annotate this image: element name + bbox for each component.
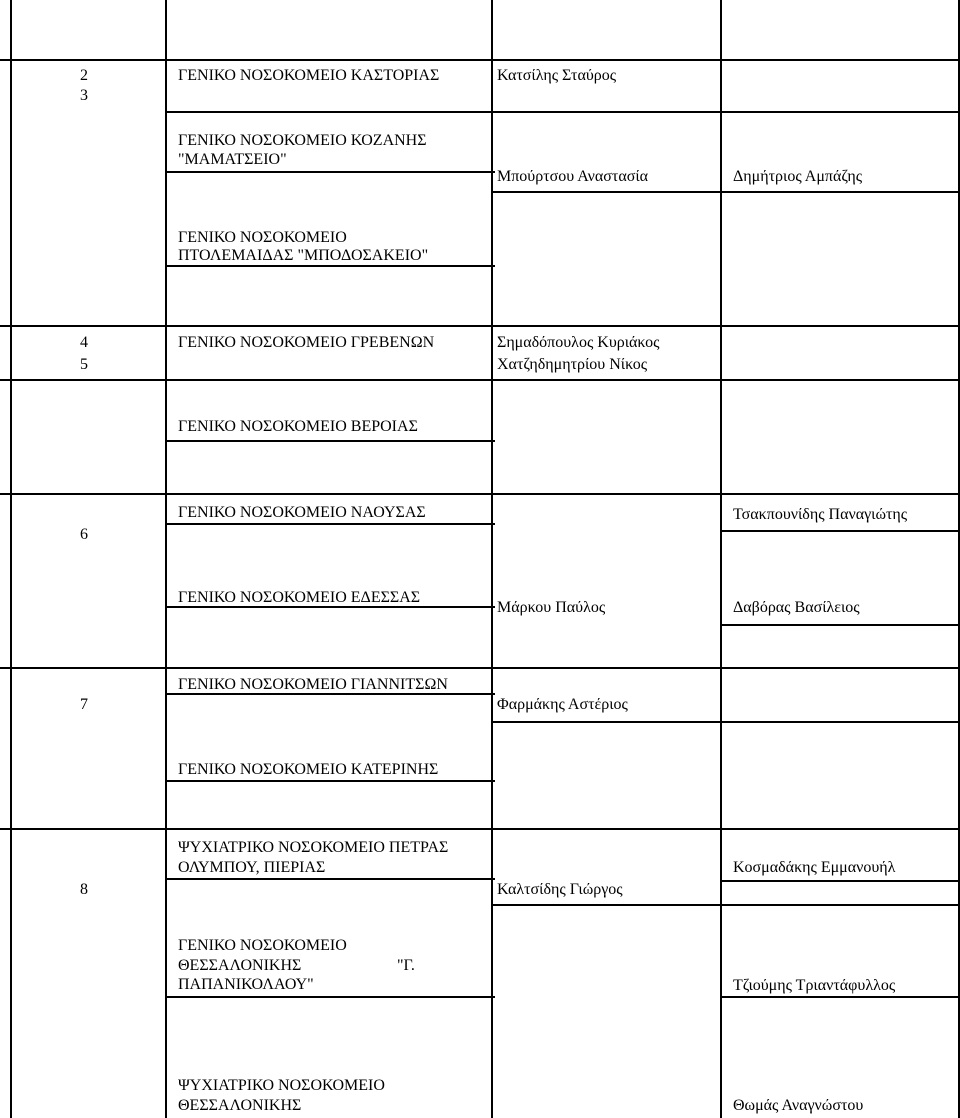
- hospital-name: ΓΕΝΙΚΟ ΝΟΣΟΚΟΜΕΙΟ ΕΔΕΣΣΑΣ: [178, 589, 421, 606]
- row-rule: [720, 996, 960, 998]
- hospital-name-line: ΟΛΥΜΠΟΥ, ΠΙΕΡΙΑΣ: [178, 859, 326, 876]
- hospital-name: ΓΕΝΙΚΟ ΝΟΣΟΚΟΜΕΙΟ ΚΑΣΤΟΡΙΑΣ: [178, 67, 440, 84]
- deputy-name: Δαβόρας Βασίλειος: [733, 599, 860, 616]
- hospital-name-line: ΘΕΣΣΑΛΟΝΙΚΗΣ: [178, 957, 302, 974]
- row-rule: [0, 325, 960, 327]
- row-number: 2: [80, 67, 88, 84]
- hospital-name: ΓΕΝΙΚΟ ΝΟΣΟΚΟΜΕΙΟ ΓΙΑΝΝΙΤΣΩΝ: [178, 676, 448, 693]
- row-rule: [165, 111, 960, 113]
- hospital-name: ΓΕΝΙΚΟ ΝΟΣΟΚΟΜΕΙΟ ΚΑΤΕΡΙΝΗΣ: [178, 761, 439, 778]
- hospital-name: ΓΕΝΙΚΟ ΝΟΣΟΚΟΜΕΙΟ ΒΕΡΟΙΑΣ: [178, 418, 418, 435]
- row-rule: [165, 780, 495, 782]
- hospital-name-line: ΠΤΟΛΕΜΑΙΔΑΣ "ΜΠΟΔΟΣΑΚΕΙΟ": [178, 247, 429, 264]
- deputy-name: Τσακπουνίδης Παναγιώτης: [733, 506, 908, 523]
- hospital-name: ΓΕΝΙΚΟ ΝΟΣΟΚΟΜΕΙΟ ΝΑΟΥΣΑΣ: [178, 504, 426, 521]
- deputy-name: Θωμάς Αναγνώστου: [733, 1097, 864, 1114]
- column-rule-4: [720, 0, 722, 1118]
- row-number: 5: [80, 356, 88, 373]
- hospital-name-line: "Γ.: [397, 957, 415, 974]
- column-rule-2: [165, 0, 167, 1118]
- row-rule: [165, 440, 495, 442]
- row-rule: [720, 530, 960, 532]
- row-rule: [0, 379, 960, 381]
- hospital-name-line: ΨΥΧΙΑΤΡΙΚΟ ΝΟΣΟΚΟΜΕΙΟ ΠΕΤΡΑΣ: [178, 839, 449, 856]
- hospital-name-line: ΓΕΝΙΚΟ ΝΟΣΟΚΟΜΕΙΟ: [178, 937, 347, 954]
- row-rule: [720, 624, 960, 626]
- director-name: Μπούρτσου Αναστασία: [497, 168, 649, 185]
- hospital-name-line: ΘΕΣΣΑΛΟΝΙΚΗΣ: [178, 1097, 302, 1114]
- row-rule: [0, 828, 960, 830]
- hospital-name-line: ΓΕΝΙΚΟ ΝΟΣΟΚΟΜΕΙΟ: [178, 229, 347, 246]
- row-number: 7: [80, 696, 88, 713]
- row-rule: [165, 523, 495, 525]
- hospital-name-line: ΨΥΧΙΑΤΡΙΚΟ ΝΟΣΟΚΟΜΕΙΟ: [178, 1077, 385, 1094]
- hospital-name: ΓΕΝΙΚΟ ΝΟΣΟΚΟΜΕΙΟ ΓΡΕΒΕΝΩΝ: [178, 334, 435, 351]
- row-rule: [491, 191, 960, 193]
- director-name: Σημαδόπουλος Κυριάκος: [497, 334, 660, 351]
- row-rule: [491, 904, 960, 906]
- deputy-name: Κοσμαδάκης Εμμανουήλ: [733, 859, 896, 876]
- row-number: 6: [80, 526, 88, 543]
- column-rule-1: [10, 0, 12, 1118]
- row-rule: [165, 996, 495, 998]
- row-rule: [0, 59, 960, 61]
- hospital-name-line: ΠΑΠΑΝΙΚΟΛΑΟΥ": [178, 976, 314, 993]
- row-rule: [720, 880, 960, 882]
- row-number: 4: [80, 334, 88, 351]
- row-rule: [0, 667, 960, 669]
- row-rule: [0, 493, 960, 495]
- hospital-name-line: "ΜΑΜΑΤΣΕΙΟ": [178, 151, 287, 168]
- director-name: Μάρκου Παύλος: [497, 599, 606, 616]
- director-name: Κατσίλης Σταύρος: [497, 67, 617, 84]
- row-number: 3: [80, 87, 88, 104]
- director-name: Καλτσίδης Γιώργος: [497, 881, 623, 898]
- director-name: Χατζηδημητρίου Νίκος: [497, 356, 648, 373]
- row-rule: [491, 721, 960, 723]
- row-number: 8: [80, 881, 88, 898]
- hospital-name-line: ΓΕΝΙΚΟ ΝΟΣΟΚΟΜΕΙΟ ΚΟΖΑΝΗΣ: [178, 132, 427, 149]
- column-rule-3: [491, 0, 493, 1118]
- deputy-name: Τζιούμης Τριαντάφυλλος: [733, 977, 896, 994]
- row-rule: [165, 171, 495, 173]
- row-rule: [165, 878, 495, 880]
- deputy-name: Δημήτριος Αμπάζης: [733, 168, 863, 185]
- director-name: Φαρμάκης Αστέριος: [497, 696, 628, 713]
